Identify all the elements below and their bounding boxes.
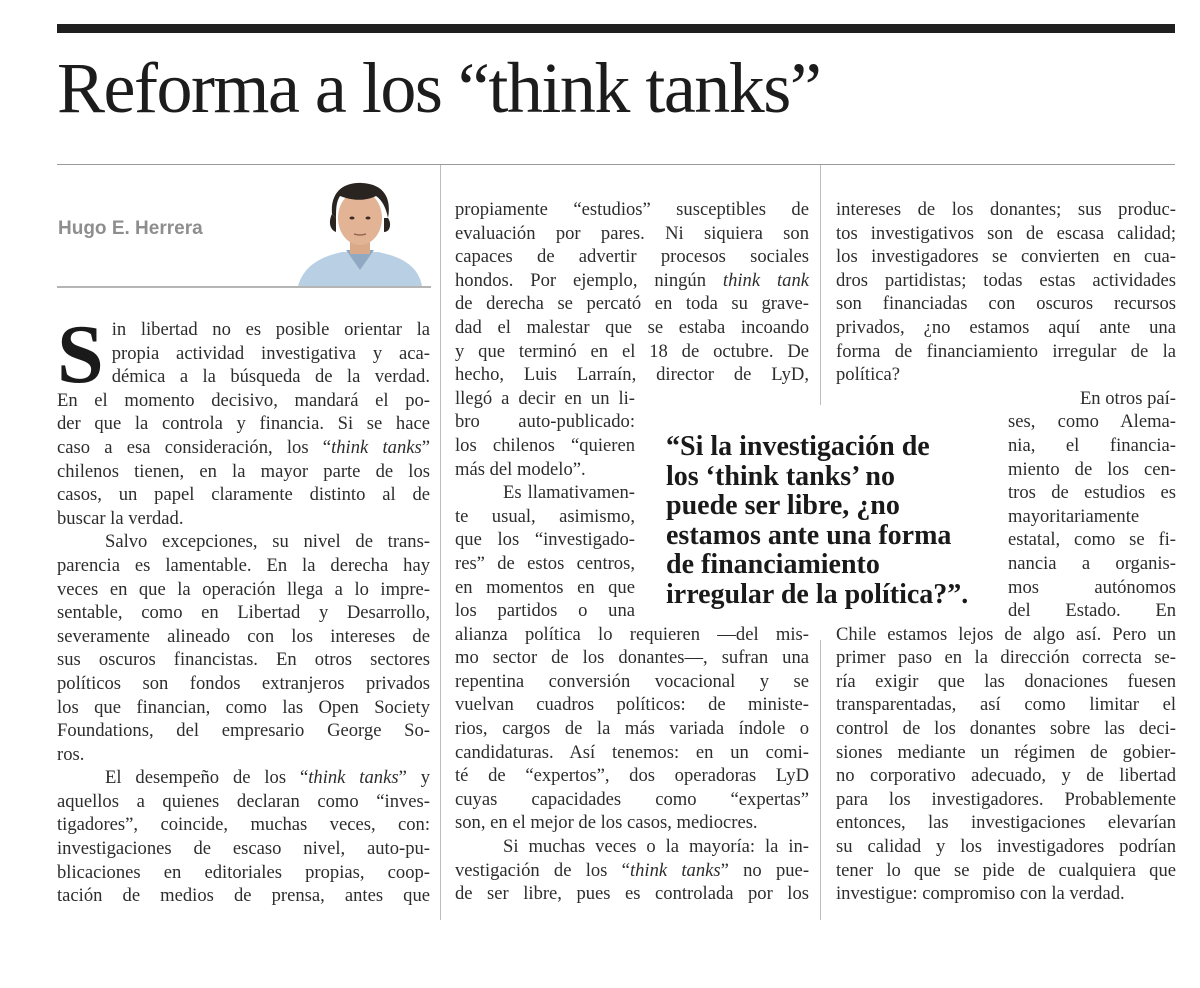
- headline: Reforma a los “think tanks”: [57, 48, 821, 128]
- paragraph-4: propiamente “estudios” susceptibles de evaluación por pares. Ni siquiera son capaces de advertir procesos sociales hondos. Por ejemplo, ningún think tank de derecha se percató en toda su grave- dad el malestar que se estaba incoando y que terminó en el 18 de octubre. De hecho, Luis Larraín, director de LyD, llegó a decir en un li- bro auto-publicado: los chilenos “quieren más del modelo”.: [455, 199, 809, 480]
- author-rule: [57, 286, 431, 288]
- paragraph-1: S in libertad no es posible orientar la propia actividad investigativa y aca- démica a la búsqueda de la verdad. En el momento decisivo, mandará el po- der que la controla y financia. Si se hace caso a esa consideración, los “think tanks” chilenos tienen, en la mayor parte de los casos, un papel claramente distinto al de buscar la verdad.: [57, 308, 430, 529]
- paragraph-2: Salvo excepciones, su nivel de trans- parencia es lamentable. En la derecha hay veces en que la operación llega a lo impre- sentable, como en Libertad y Desarrollo, severamente alineado con los intereses de sus oscuros financistas. En otros sectores políticos son fondos extranjeros privados los que financian, como las Open Society Foundations, del empresario George So- ros.: [57, 531, 430, 765]
- headline-rule: [57, 164, 1175, 165]
- drop-cap: S: [57, 308, 104, 401]
- pull-quote: “Si la investigación de los ‘think tanks’ no puede ser libre, ¿no estamos ante una forma de financiamiento irregular de la política?”.: [666, 431, 969, 610]
- author-name: Hugo E. Herrera: [58, 218, 203, 239]
- column-divider-2b: [820, 640, 821, 920]
- paragraph-8: En otros paí- ses, como Alema- nia, el financia- miento de los cen- tros de estudios es mayoritariamente estatal, como se fi- nancia a organis- mos autónomos del Estado. En Chile estamos lejos de algo así. Pero un primer paso en la dirección correcta se- ría exigir que las donaciones fuesen transparentadas, así como limitar el control de los donantes sobre las deci- siones mediante un régimen de gobier- no corporativo adecuado, y de libertad para los investigadores. Probablemente entonces, las investigaciones elevarían su calidad y los investigadores podrían tener lo que se pide de cualquiera que investigue: compromiso con la verdad.: [836, 387, 1176, 905]
- paragraph-6: Si muchas veces o la mayoría: la in- vestigación de los “think tanks” no pue- de ser libre, pues es controlada por los: [455, 836, 810, 905]
- author-photo: [290, 178, 430, 286]
- paragraph-7: intereses de los donantes; sus produc- tos investigativos son de escasa calidad; los investigadores se convierten en cua- dros partidistas; todas estas actividades son financiadas con oscuros recursos privados, ¿no estamos aquí ante una forma de financiamiento irregular de la política?: [836, 199, 1176, 386]
- paragraph-3: El desempeño de los “think tanks” y aquellos a quienes declaran como “inves- tigadores”, coincide, muchas veces, con: investigaciones de escaso nivel, auto-pu- blicaciones en editoriales propias, coop- tación de medios de prensa, antes que: [57, 767, 431, 907]
- column-divider-1: [440, 165, 441, 920]
- column-3: [836, 198, 1176, 906]
- column-divider-2: [820, 165, 821, 405]
- paragraph-5: Es llamativamen- te usual, asimismo, que los “investigado- res” de estos centros, en momentos en que los partidos o una alianza política lo requieren —del mis- mo sector de los donantes—, sufran una repentina conversión vocacional y se vuelvan cuadros políticos: de ministe- rios, cargos de la más variada índole o candidaturas. Así tenemos: en un comi- té de “expertos”, dos operadoras LyD cuyas capacidades como “expertas” son, en el mejor de los casos, mediocres.: [455, 482, 809, 834]
- column-1: [57, 308, 431, 908]
- top-rule: [57, 24, 1175, 33]
